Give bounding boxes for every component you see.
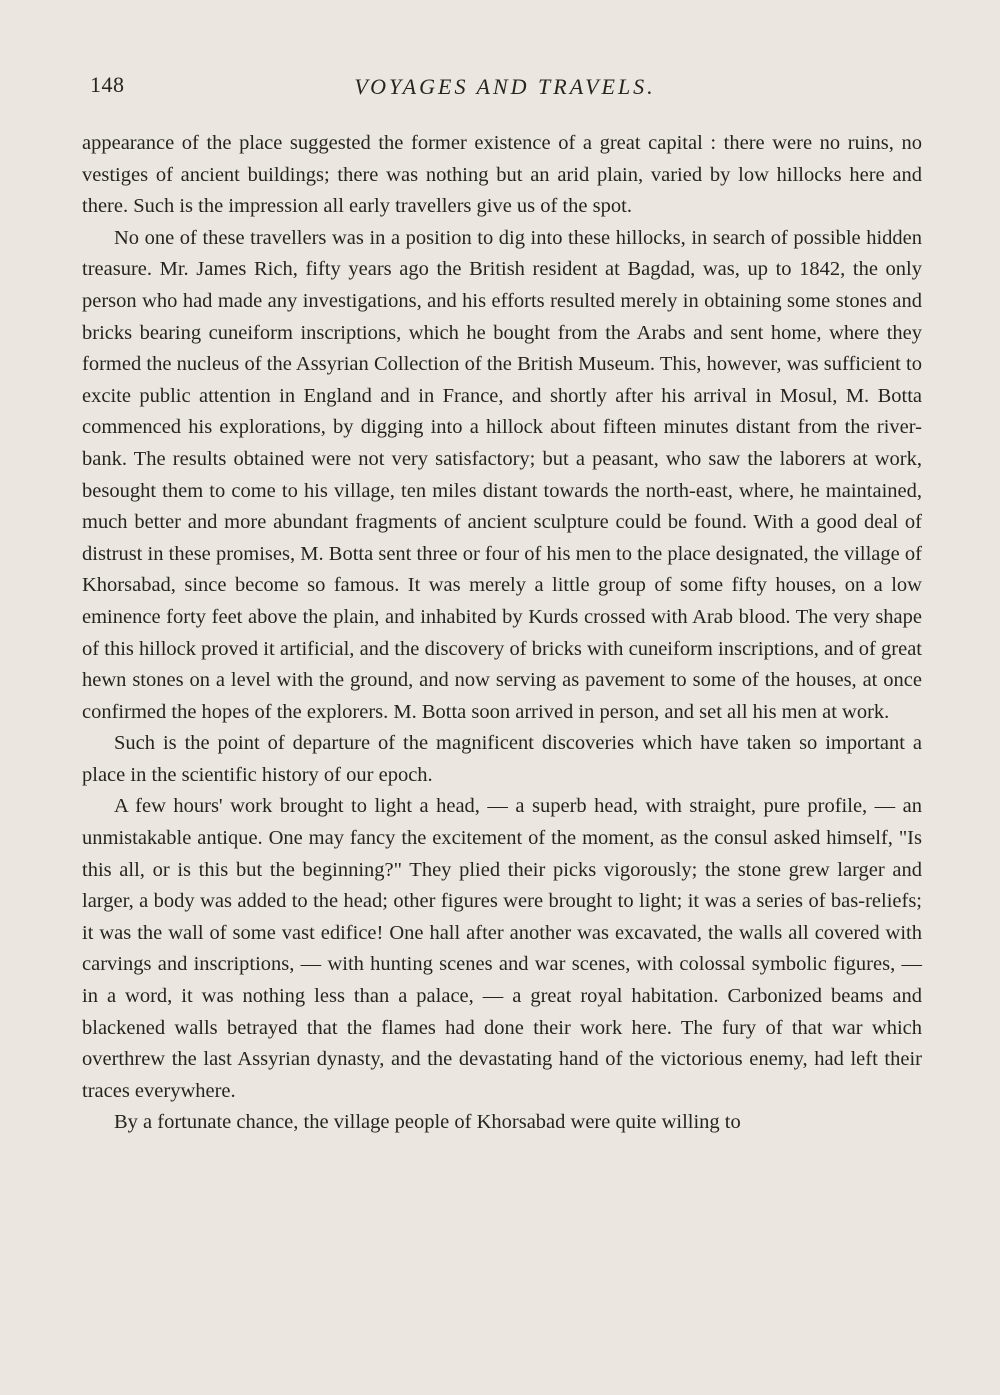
running-title: VOYAGES AND TRAVELS. [354,74,656,99]
paragraph-excavations: No one of these travellers was in a position to dig into these hillocks, in search of possible hidden treasure. Mr. James Rich, fifty years ago the British resident at Bagdad, was, up to 1842, the only person who had made any investigations, and his efforts resulted merely in obtaining some stones and bricks bearing cuneiform inscriptions, which he bought from the Arabs and sent home, where they formed the nucleus of the Assyrian Collection of the British Museum. This, however, was sufficient to excite public attention in England and in France, and shortly after his arrival in Mosul, M. Botta commenced his explorations, by digging into a hillock about fifteen minutes distant from the river-bank. The results obtained were not very satisfactory; but a peasant, who saw the laborers at work, besought them to come to his village, ten miles distant towards the north-east, where, he maintained, much better and more abundant fragments of ancient sculpture could be found. With a good deal of distrust in these promises, M. Botta sent three or four of his men to the place designated, the village of Khorsabad, since become so famous. It was merely a little group of some fifty houses, on a low eminence forty feet above the plain, and inhabited by Kurds crossed with Arab blood. The very shape of this hillock proved it artificial, and the discovery of bricks with cuneiform inscriptions, and of great hewn stones on a level with the ground, and now serving as pavement to some of the houses, at once confirmed the hopes of the explorers. M. Botta soon arrived in person, and set all his men at work. [82,226,922,723]
paragraph-discovery: A few hours' work brought to light a head, — a superb head, with straight, pure profile, — an unmistakable antique. One may fancy the excitement of the moment, as the consul asked himself, "Is this all, or is this but the beginning?" They plied their picks vigorously; the stone grew larger and larger, a body was added to the head; other figures were brought to light; it was a series of bas-reliefs; it was the wall of some vast edifice! One hall after another was excavated, the walls all covered with carvings and inscriptions, — with hunting scenes and war scenes, with colossal symbolic figures, — in a word, it was nothing less than a palace, — a great royal habitation. Carbonized beams and blackened walls betrayed that the flames had done their work here. The fury of that war which overthrew the last Assyrian dynasty, and the devastating hand of the victorious enemy, had left their traces everywhere. [82,795,922,1102]
paragraph-departure: Such is the point of departure of the magnificent discoveries which have taken so important a place in the scientific history of our epoch. [82,732,922,786]
paragraph-fortunate-chance: By a fortunate chance, the village people of Khorsabad were quite willing to [114,1111,741,1134]
running-head [90,72,920,106]
page-number: 148 [90,72,125,97]
body-text [82,128,922,1139]
paragraph-continued: appearance of the place suggested the former existence of a great capital : there were no ruins, no vestiges of ancient buildings; there was nothing but an arid plain, varied by low hillocks here and there. Such is the impression all early travellers give us of the spot. [82,132,922,218]
